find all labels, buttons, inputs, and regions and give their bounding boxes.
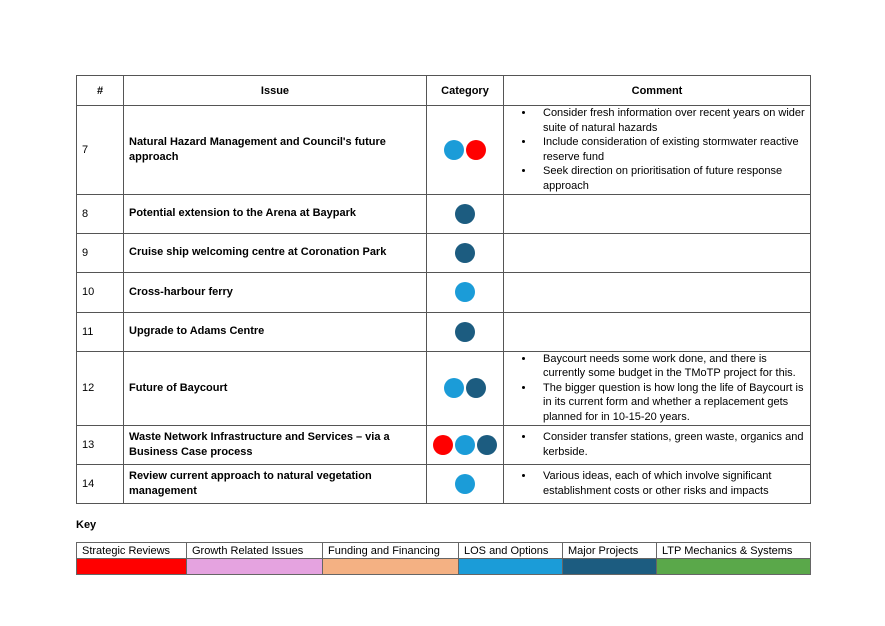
row-number: 11 [77,312,124,351]
category-dot-major-projects [455,322,475,342]
category-dot-los-and-options [455,282,475,302]
category-dot-strategic-reviews [466,140,486,160]
comment-bullet: • Various ideas, each of which involve significant establishment costs or other risks and impacts [535,469,805,498]
key-swatch-major-projects [563,559,657,575]
row-category [427,464,504,503]
row-comment [504,312,811,351]
header-issue: Issue [124,76,427,106]
issues-table [76,75,811,504]
row-issue: Review current approach to natural vegetation management [124,464,427,503]
row-comment [504,194,811,233]
category-dot-los-and-options [455,435,475,455]
key-title: Key [76,519,97,531]
row-number: 9 [77,233,124,272]
row-category [427,272,504,312]
header-comment: Comment [504,76,811,106]
table-header-row [77,76,811,106]
comment-bullet: • Include consideration of existing stormwater reactive reserve fund [535,135,805,164]
row-issue: Potential extension to the Arena at Baypark [124,194,427,233]
key-labels-row [77,543,811,559]
row-category [427,106,504,195]
row-comment [504,351,811,425]
row-issue: Natural Hazard Management and Council's future approach [124,106,427,195]
comment-bullet: • Baycourt needs some work done, and there is currently some budget in the TMoTP project for this. [535,352,805,381]
key-swatch-funding-and-financing [323,559,459,575]
table-row [77,312,811,351]
row-comment [504,464,811,503]
row-comment [504,106,811,195]
row-number: 8 [77,194,124,233]
row-issue: Waste Network Infrastructure and Services – via a Business Case process [124,425,427,464]
key-swatch-growth-related-issues [187,559,323,575]
table-row [77,106,811,195]
row-number: 14 [77,464,124,503]
row-issue: Upgrade to Adams Centre [124,312,427,351]
category-dot-strategic-reviews [433,435,453,455]
category-dot-major-projects [477,435,497,455]
table-row [77,194,811,233]
row-category [427,425,504,464]
category-dot-major-projects [455,243,475,263]
table-row [77,425,811,464]
row-issue: Cruise ship welcoming centre at Coronation Park [124,233,427,272]
key-label-ltp-mechanics-systems: LTP Mechanics & Systems [657,543,811,559]
row-category [427,312,504,351]
row-comment [504,425,811,464]
key-label-funding-and-financing: Funding and Financing [323,543,459,559]
category-dot-major-projects [466,378,486,398]
key-table [76,542,811,575]
category-dot-los-and-options [444,378,464,398]
key-label-los-and-options: LOS and Options [459,543,563,559]
key-label-growth-related-issues: Growth Related Issues [187,543,323,559]
table-row [77,351,811,425]
key-swatch-strategic-reviews [77,559,187,575]
key-swatches-row [77,559,811,575]
comment-bullet: • Consider fresh information over recent years on wider suite of natural hazards [535,106,805,135]
row-category [427,351,504,425]
comment-bullet: • Seek direction on prioritisation of future response approach [535,164,805,193]
table-row [77,233,811,272]
key-swatch-los-and-options [459,559,563,575]
row-number: 13 [77,425,124,464]
key-label-strategic-reviews: Strategic Reviews [77,543,187,559]
key-label-major-projects: Major Projects [563,543,657,559]
table-row [77,272,811,312]
row-category [427,194,504,233]
row-category [427,233,504,272]
row-number: 7 [77,106,124,195]
row-issue: Cross-harbour ferry [124,272,427,312]
row-number: 12 [77,351,124,425]
key-swatch-ltp-mechanics-systems [657,559,811,575]
table-row [77,464,811,503]
comment-bullet: • The bigger question is how long the life of Baycourt is in its current form and whether a replacement gets planned for in 10-15-20 years. [535,381,805,425]
row-comment [504,233,811,272]
row-issue: Future of Baycourt [124,351,427,425]
header-num: # [77,76,124,106]
row-number: 10 [77,272,124,312]
category-dot-major-projects [455,204,475,224]
category-dot-los-and-options [455,474,475,494]
row-comment [504,272,811,312]
comment-bullet: • Consider transfer stations, green waste, organics and kerbside. [535,430,805,459]
header-category: Category [427,76,504,106]
category-dot-los-and-options [444,140,464,160]
